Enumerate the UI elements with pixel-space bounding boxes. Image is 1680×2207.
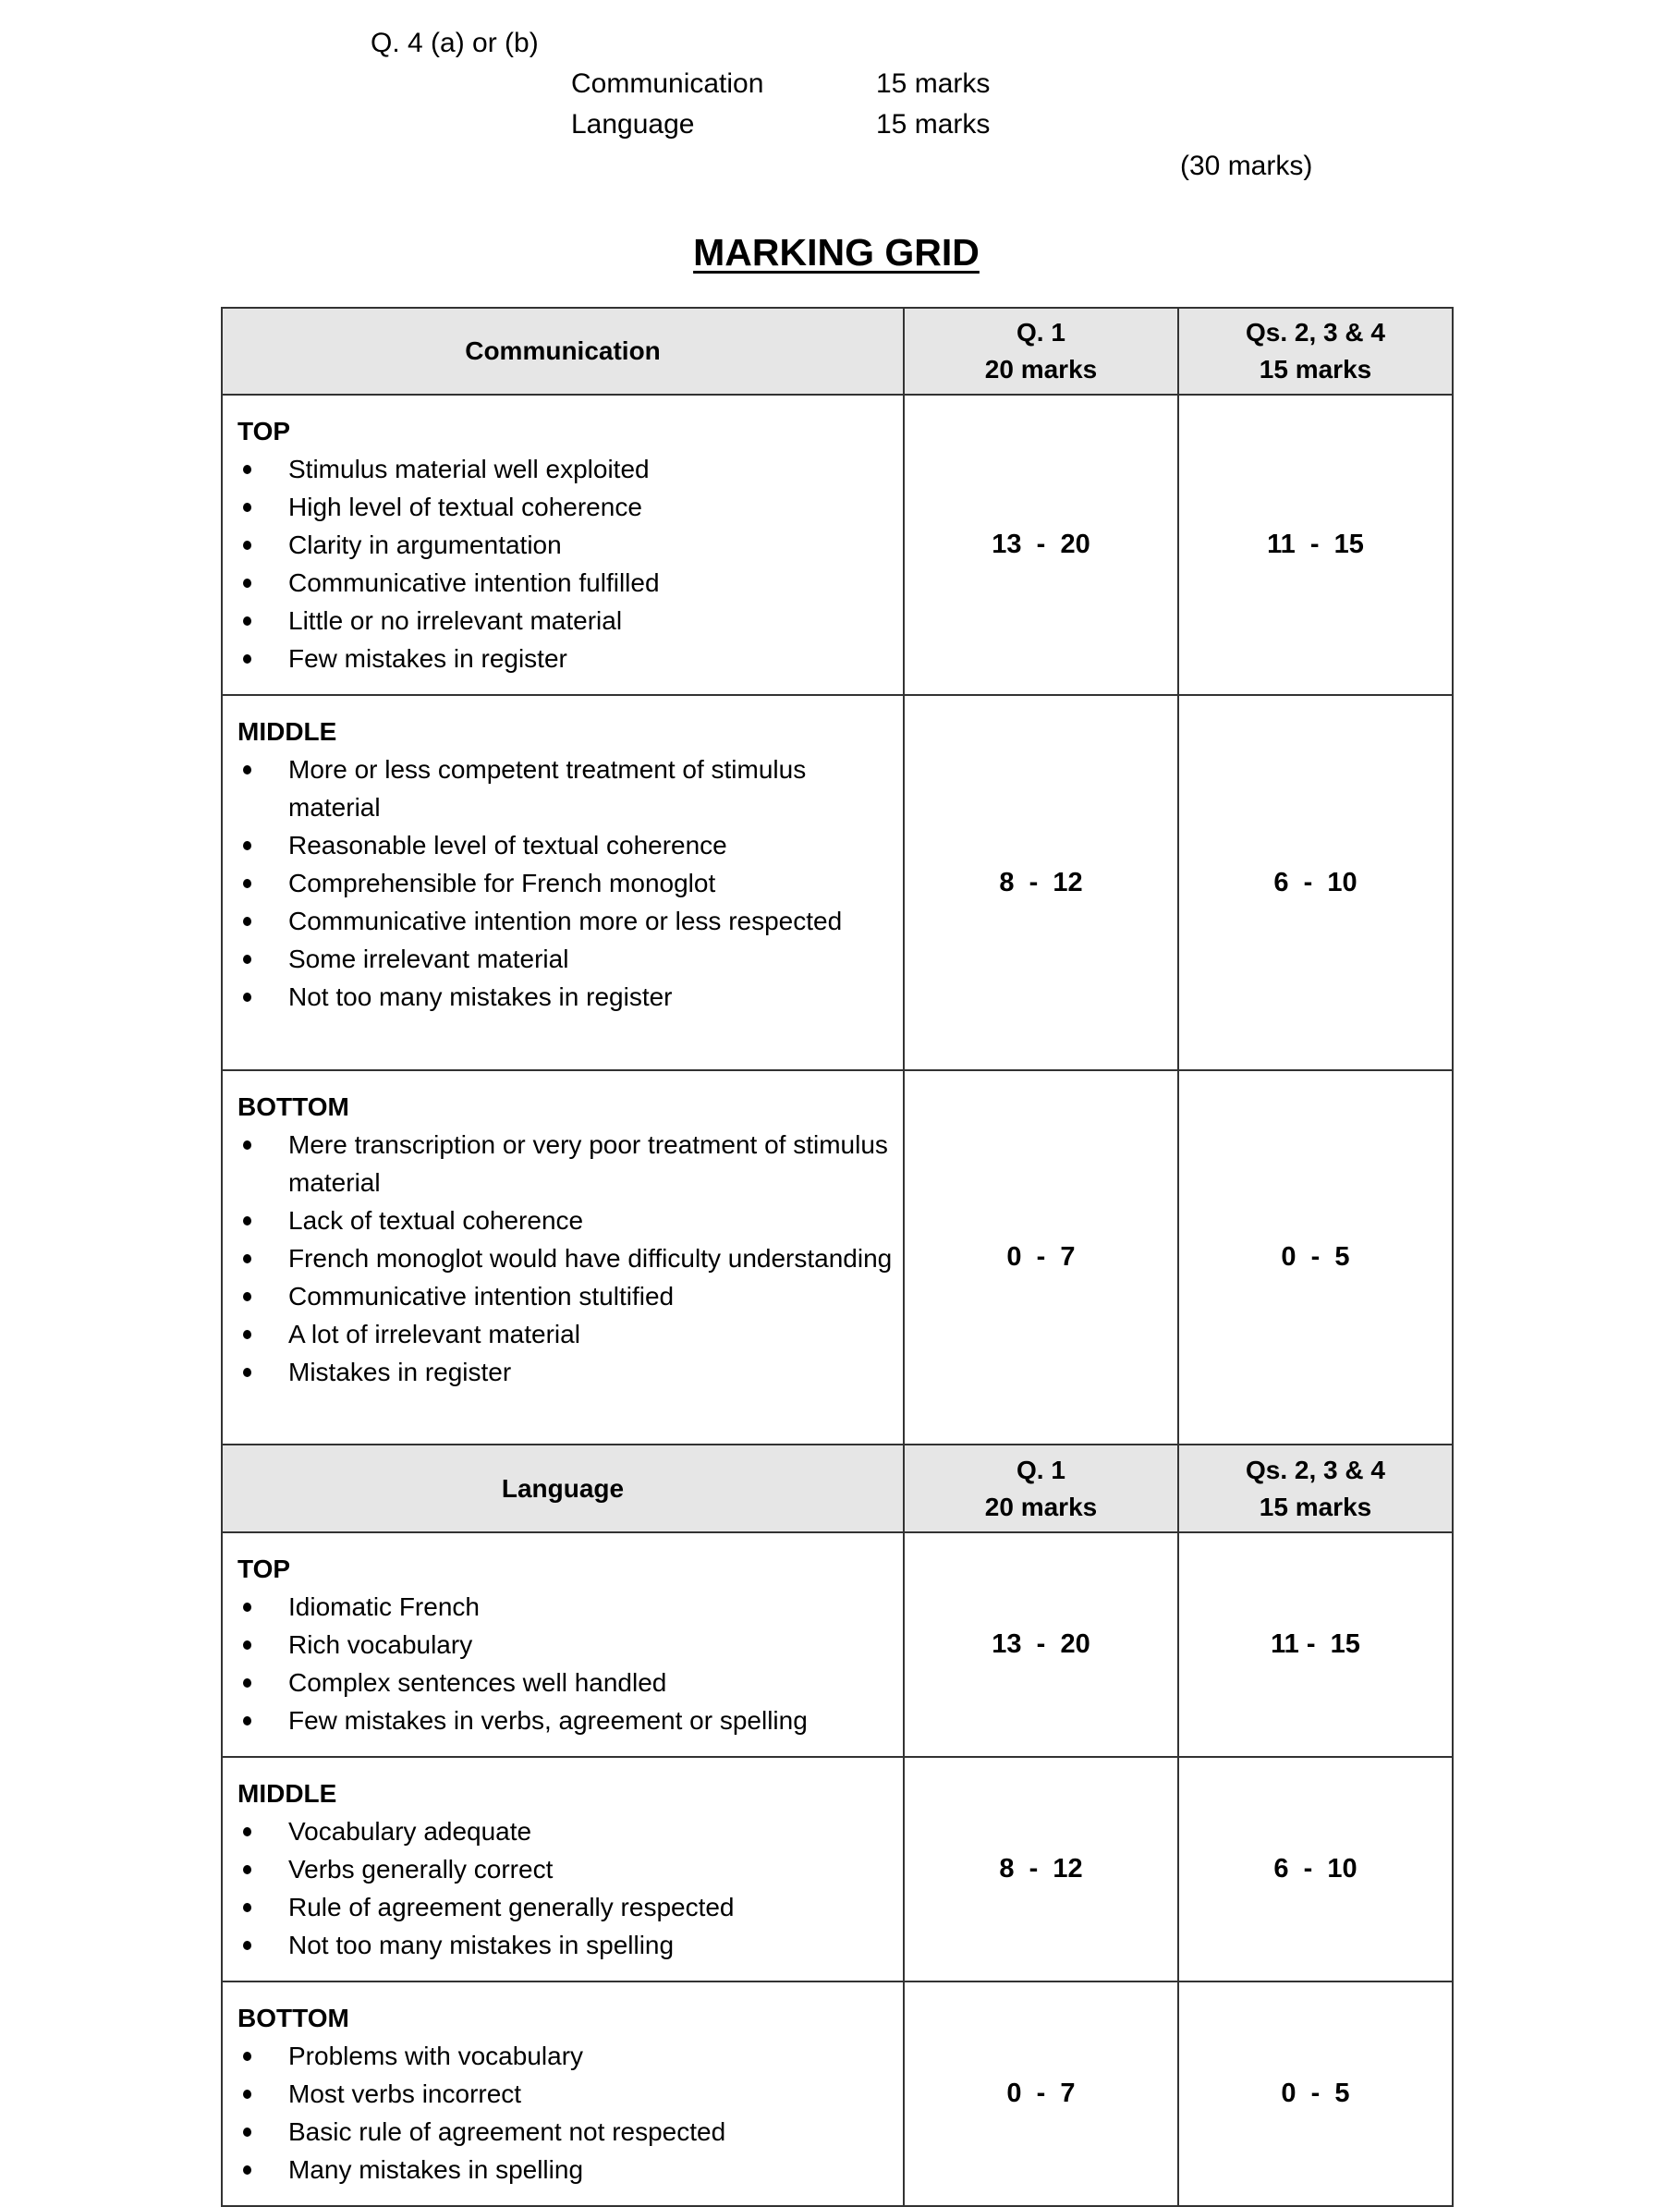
band-label: BOTTOM: [237, 2004, 349, 2032]
list-item: [237, 602, 894, 640]
bullet-icon: [243, 1865, 251, 1874]
column-header-line: Q. 1: [1017, 1455, 1065, 1484]
qs-2-3-4-mark-range: 0 - 5: [1178, 1070, 1453, 1445]
list-item: [237, 2113, 894, 2151]
list-item: [237, 750, 894, 826]
criterion-text: Many mistakes in spelling: [288, 2155, 584, 2184]
list-item: [237, 526, 894, 564]
qs-2-3-4-mark-range: 0 - 5: [1178, 1981, 1453, 2206]
list-item: [237, 1664, 894, 1701]
qs-2-3-4-mark-range: 11 - 15: [1178, 395, 1453, 695]
list-item: [237, 1926, 894, 1964]
band-label: TOP: [237, 1555, 291, 1583]
criterion-text: Mere transcription or very poor treatment of stimulus material: [288, 1130, 888, 1197]
bullet-icon: [243, 1216, 251, 1225]
criterion-text: Not too many mistakes in spelling: [288, 1931, 675, 1959]
criteria-list: [237, 2037, 894, 2189]
criteria-list: [237, 450, 894, 677]
criterion-text: Some irrelevant material: [288, 945, 569, 973]
bullet-icon: [243, 1640, 251, 1650]
bullet-icon: [243, 2128, 251, 2137]
list-item: [237, 1353, 894, 1391]
language-label: Language: [571, 109, 695, 140]
bullet-icon: [243, 1716, 251, 1725]
bullet-icon: [243, 765, 251, 774]
bullet-icon: [243, 1678, 251, 1688]
section-heading: Communication: [222, 308, 904, 395]
criterion-text: Lack of textual coherence: [288, 1206, 584, 1235]
marking-grid-table: [221, 307, 1454, 2207]
criterion-text: Few mistakes in register: [288, 644, 567, 673]
band-description: [222, 695, 904, 1070]
criterion-text: Communicative intention fulfilled: [288, 568, 660, 597]
band-description: [222, 1981, 904, 2206]
list-item: [237, 1126, 894, 1201]
criteria-list: [237, 750, 894, 1016]
bullet-icon: [243, 2052, 251, 2061]
criterion-text: Basic rule of agreement not respected: [288, 2117, 726, 2146]
criteria-list: [237, 1812, 894, 1964]
criterion-text: Verbs generally correct: [288, 1855, 554, 1884]
communication-marks: 15 marks: [876, 68, 991, 99]
bullet-icon: [243, 654, 251, 664]
section-header-row: [222, 308, 1453, 395]
column-header-line: Q. 1: [1017, 318, 1065, 347]
band-label: BOTTOM: [237, 1092, 349, 1121]
column-header-line: 15 marks: [1259, 1492, 1372, 1521]
bullet-icon: [243, 1254, 251, 1263]
list-item: [237, 902, 894, 940]
criteria-list: [237, 1588, 894, 1739]
criterion-text: Stimulus material well exploited: [288, 455, 650, 483]
list-item: [237, 1588, 894, 1626]
bullet-icon: [243, 955, 251, 964]
qs-2-3-4-column-header: [1178, 308, 1453, 395]
page-title: [0, 231, 1673, 274]
criterion-text: Mistakes in register: [288, 1358, 512, 1386]
list-item: [237, 1201, 894, 1239]
bullet-icon: [243, 1330, 251, 1339]
bullet-icon: [243, 2165, 251, 2175]
criterion-text: Not too many mistakes in register: [288, 982, 673, 1011]
criterion-text: Reasonable level of textual coherence: [288, 831, 727, 860]
bullet-icon: [243, 1368, 251, 1377]
qs-2-3-4-column-header: [1178, 1445, 1453, 1532]
list-item: [237, 564, 894, 602]
list-item: [237, 2037, 894, 2075]
column-header-line: 20 marks: [984, 355, 1098, 384]
column-header-line: Qs. 2, 3 & 4: [1246, 318, 1385, 347]
bullet-icon: [243, 541, 251, 550]
band-row-middle: [222, 695, 1453, 1070]
list-item: [237, 978, 894, 1016]
criterion-text: High level of textual coherence: [288, 493, 642, 521]
criterion-text: Problems with vocabulary: [288, 2042, 584, 2070]
criterion-text: Clarity in argumentation: [288, 530, 562, 559]
bullet-icon: [243, 993, 251, 1002]
criterion-text: A lot of irrelevant material: [288, 1320, 580, 1348]
list-item: [237, 1812, 894, 1850]
criterion-text: More or less competent treatment of stimulus material: [288, 755, 807, 822]
band-description: [222, 1070, 904, 1445]
list-item: [237, 1701, 894, 1739]
column-header-line: Qs. 2, 3 & 4: [1246, 1455, 1385, 1484]
bullet-icon: [243, 1941, 251, 1950]
criterion-text: Few mistakes in verbs, agreement or spelling: [288, 1706, 808, 1735]
criterion-text: Communicative intention more or less respected: [288, 907, 843, 935]
band-description: [222, 395, 904, 695]
criterion-text: Complex sentences well handled: [288, 1668, 667, 1697]
question-label: Q. 4 (a) or (b): [371, 28, 539, 58]
q1-mark-range: 8 - 12: [904, 695, 1178, 1070]
criterion-text: Comprehensible for French monoglot: [288, 869, 716, 897]
list-item: [237, 1850, 894, 1888]
marking-grid-title: MARKING GRID: [693, 231, 980, 274]
q1-mark-range: 13 - 20: [904, 395, 1178, 695]
criterion-text: Little or no irrelevant material: [288, 606, 623, 635]
criterion-text: Vocabulary adequate: [288, 1817, 532, 1846]
list-item: [237, 450, 894, 488]
bullet-icon: [243, 465, 251, 474]
list-item: [237, 2151, 894, 2189]
band-row-bottom: [222, 1981, 1453, 2206]
bullet-icon: [243, 879, 251, 888]
band-row-middle: [222, 1757, 1453, 1981]
list-item: [237, 864, 894, 902]
list-item: [237, 826, 894, 864]
list-item: [237, 488, 894, 526]
band-row-top: [222, 395, 1453, 695]
band-description: [222, 1532, 904, 1757]
criterion-text: Rule of agreement generally respected: [288, 1893, 735, 1921]
section-header-row: [222, 1445, 1453, 1532]
q1-mark-range: 0 - 7: [904, 1070, 1178, 1445]
criterion-text: Idiomatic French: [288, 1592, 480, 1621]
q1-column-header: [904, 1445, 1178, 1532]
list-item: [237, 1315, 894, 1353]
band-row-bottom: [222, 1070, 1453, 1445]
list-item: [237, 1626, 894, 1664]
band-label: MIDDLE: [237, 1779, 337, 1808]
qs-2-3-4-mark-range: 11 - 15: [1178, 1532, 1453, 1757]
list-item: [237, 940, 894, 978]
bullet-icon: [243, 1903, 251, 1912]
band-label: MIDDLE: [237, 717, 337, 746]
bullet-icon: [243, 841, 251, 850]
bullet-icon: [243, 616, 251, 626]
qs-2-3-4-mark-range: 6 - 10: [1178, 1757, 1453, 1981]
criterion-text: Most verbs incorrect: [288, 2079, 522, 2108]
list-item: [237, 640, 894, 677]
section-heading: Language: [222, 1445, 904, 1532]
qs-2-3-4-mark-range: 6 - 10: [1178, 695, 1453, 1070]
criteria-list: [237, 1126, 894, 1391]
list-item: [237, 1239, 894, 1277]
bullet-icon: [243, 503, 251, 512]
q1-mark-range: 8 - 12: [904, 1757, 1178, 1981]
band-row-top: [222, 1532, 1453, 1757]
q1-column-header: [904, 308, 1178, 395]
bullet-icon: [243, 1603, 251, 1612]
bullet-icon: [243, 1292, 251, 1301]
criterion-text: Rich vocabulary: [288, 1630, 473, 1659]
band-label: TOP: [237, 417, 291, 445]
bullet-icon: [243, 579, 251, 588]
criterion-text: French monoglot would have difficulty understanding: [288, 1244, 893, 1273]
criterion-text: Communicative intention stultified: [288, 1282, 675, 1311]
q1-mark-range: 13 - 20: [904, 1532, 1178, 1757]
band-description: [222, 1757, 904, 1981]
bullet-icon: [243, 917, 251, 926]
list-item: [237, 1277, 894, 1315]
q1-mark-range: 0 - 7: [904, 1981, 1178, 2206]
column-header-line: 20 marks: [984, 1492, 1098, 1521]
total-marks: (30 marks): [1180, 151, 1313, 181]
bullet-icon: [243, 2090, 251, 2099]
column-header-line: 15 marks: [1259, 355, 1372, 384]
bullet-icon: [243, 1827, 251, 1836]
list-item: [237, 1888, 894, 1926]
bullet-icon: [243, 1140, 251, 1150]
communication-label: Communication: [571, 68, 764, 99]
language-marks: 15 marks: [876, 109, 991, 140]
list-item: [237, 2075, 894, 2113]
